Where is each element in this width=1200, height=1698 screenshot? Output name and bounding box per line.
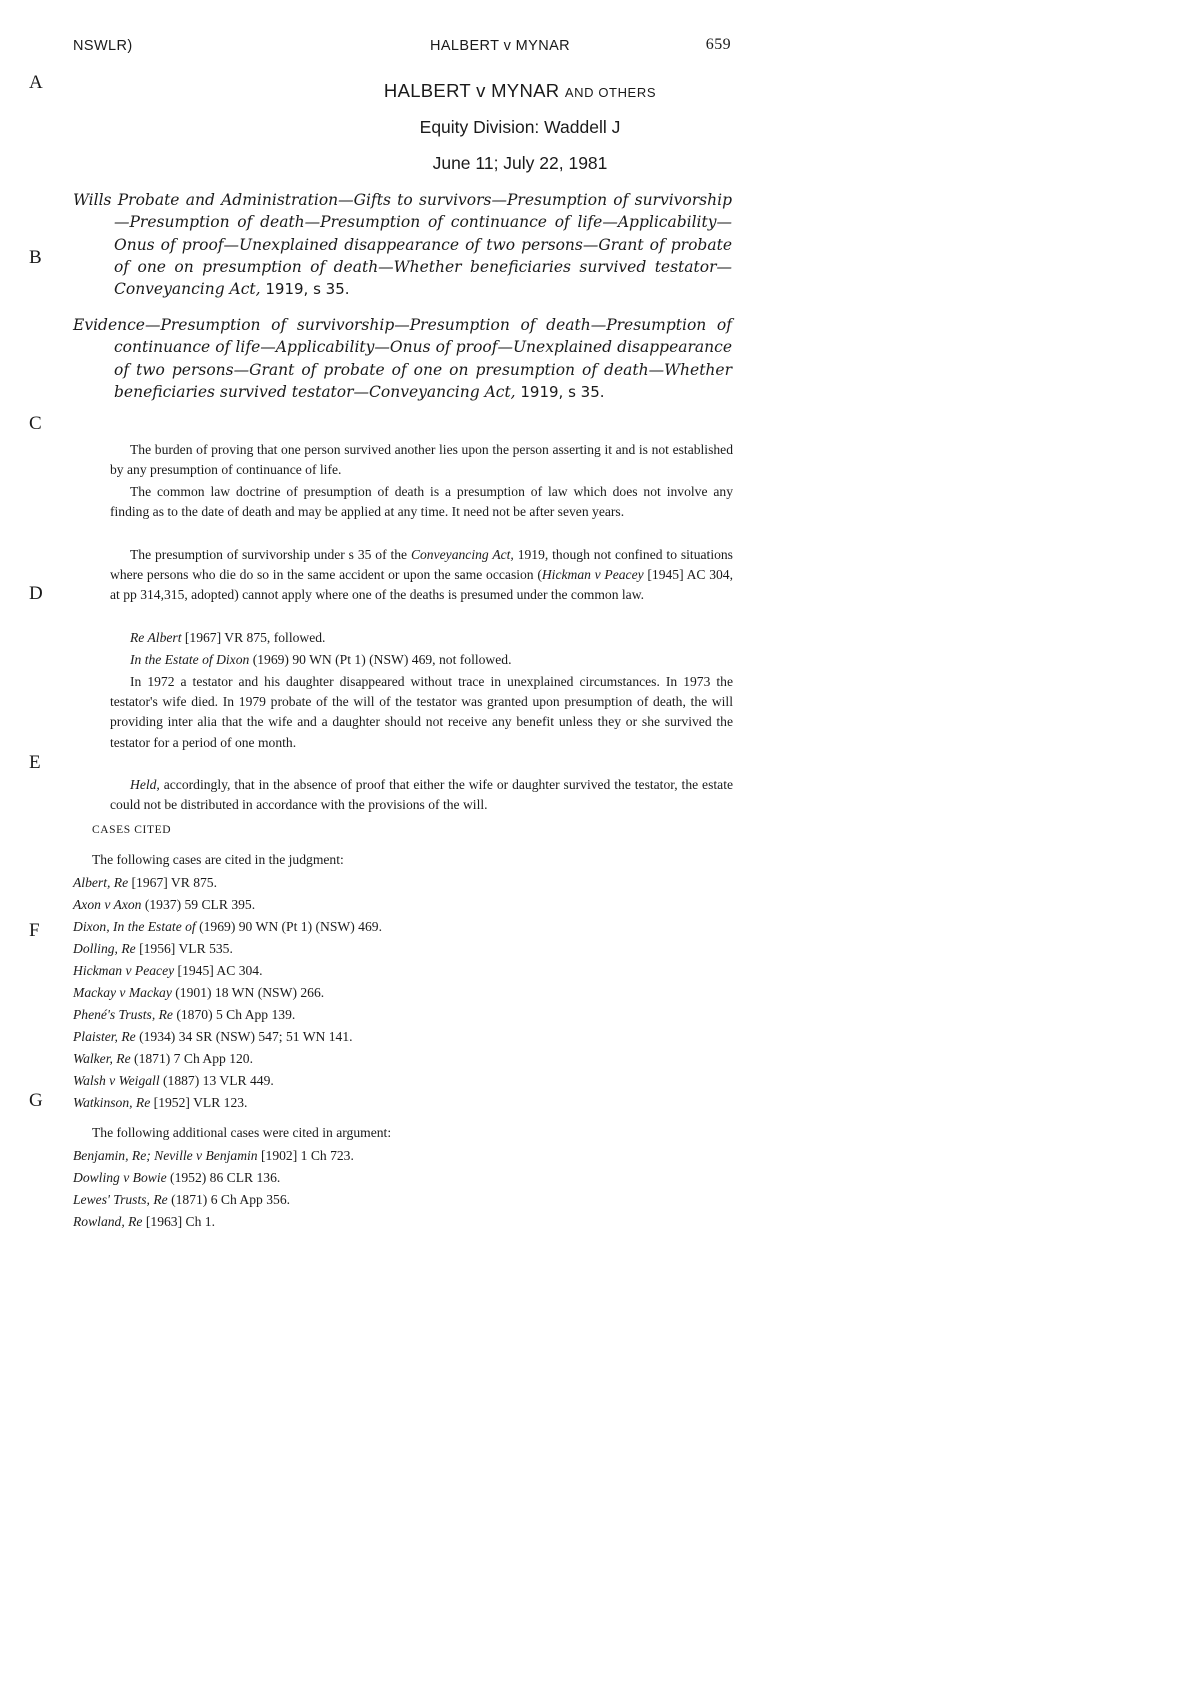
cited-case-citation: (1871) 7 Ch App 120. [130, 1051, 253, 1066]
margin-letter-d: D [29, 583, 43, 604]
cited-case-name: Phené's Trusts, Re [73, 1007, 173, 1022]
cases-cited-heading: CASES CITED [92, 824, 172, 836]
headnote-paragraph: In 1972 a testator and his daughter disappeared without trace in unexplained circumstances. In 1973 the testator's wife died. In 1979 probate of the will of the testator was granted upon presumption of death, the will providing inter alia that the wife and a daughter should not receive any benefit unless they or she survived the testator for a period of one month. [110, 674, 733, 750]
case-title-suffix: AND OTHERS [564, 85, 657, 100]
headnote-paragraph [110, 545, 733, 606]
catchwords-tail: 1919, s 35. [260, 280, 350, 299]
cited-case-name: Axon v Axon [73, 897, 142, 912]
case-name: In the Estate of Dixon [130, 652, 250, 667]
cited-case-citation: [1952] VLR 123. [150, 1095, 248, 1110]
hearing-dates: June 11; July 22, 1981 [432, 153, 608, 173]
cited-case-name: Walker, Re [73, 1051, 131, 1066]
cited-case-name: Hickman v Peacey [73, 963, 175, 978]
cited-case-name: Benjamin, Re; Neville v Benjamin [73, 1148, 258, 1163]
case-name: Re Albert [130, 630, 182, 645]
case-title-main: HALBERT v MYNAR [383, 80, 560, 101]
cited-case-name: Mackay v Mackay [73, 985, 172, 1000]
cited-case-citation: (1887) 13 VLR 449. [159, 1073, 274, 1088]
cited-case [73, 940, 233, 958]
cited-case-citation: (1937) 59 CLR 395. [141, 897, 256, 912]
cited-case [73, 1072, 274, 1090]
catchwords-text: Evidence—Presumption of survivorship—Presumption of death—Presumption of continuance of life—Applicability—Onus of proof—Unexplained disappearance of two persons—Grant of probate of one on presumption of death—Whether beneficiaries survived testator—Conveyancing Act, [73, 316, 732, 401]
cited-case-name: Dowling v Bowie [73, 1170, 167, 1185]
cited-case [73, 918, 382, 936]
additional-case [73, 1213, 215, 1231]
cited-case [73, 874, 217, 892]
cited-case-citation: (1934) 34 SR (NSW) 547; 51 WN 141. [135, 1029, 353, 1044]
headnote-text: accordingly, that in the absence of proof that either the wife or daughter survived the testator, the estate could not be distributed in accordance with the provisions of the will. [110, 777, 733, 813]
court-line: Equity Division: Waddell J [419, 117, 621, 137]
cited-case [73, 1028, 353, 1046]
cited-case-citation: (1901) 18 WN (NSW) 266. [171, 985, 325, 1000]
headnote-paragraph [110, 628, 733, 648]
cited-case-name: Rowland, Re [73, 1214, 143, 1229]
cited-case-citation: [1963] Ch 1. [142, 1214, 215, 1229]
cited-case-citation: (1870) 5 Ch App 139. [172, 1007, 296, 1022]
cited-case-name: Albert, Re [73, 875, 129, 890]
cited-case [73, 962, 263, 980]
margin-letter-a: A [29, 72, 43, 93]
cited-case [73, 896, 255, 914]
additional-case [73, 1147, 354, 1165]
headnote-paragraph [110, 650, 733, 670]
additional-case [73, 1169, 280, 1187]
margin-letter-g: G [29, 1090, 43, 1111]
additional-cases-intro: The following additional cases were cited in argument: [92, 1125, 392, 1140]
cases-cited-intro: The following cases are cited in the judgment: [92, 852, 344, 867]
running-head-left: NSWLR) [73, 38, 133, 54]
cited-case [73, 1050, 253, 1068]
headnote-paragraph: The common law doctrine of presumption of death is a presumption of law which does not involve any finding as to the date of death and may be applied at any time. It need not be after seven years. [110, 484, 733, 520]
cited-case-citation: [1902] 1 Ch 723. [257, 1148, 354, 1163]
cited-case-name: Watkinson, Re [73, 1095, 151, 1110]
catchwords-tail: 1919, s 35. [515, 382, 605, 401]
cited-case-citation: [1967] VR 875. [128, 875, 217, 890]
headnote-text: 1919, though not confined to situations where persons who die do so in the same accident or upon the same occasion ( [110, 547, 733, 583]
catchwords-wills [73, 189, 732, 300]
headnote-held [110, 775, 733, 815]
headnote-text: The presumption of survivorship under s 35 of the [130, 547, 411, 562]
held-label: Held, [130, 777, 160, 792]
headnote-paragraph: The burden of proving that one person survived another lies upon the person asserting it and is not established by any presumption of continuance of life. [110, 442, 733, 478]
margin-letter-b: B [29, 247, 42, 268]
margin-letter-f: F [29, 920, 40, 941]
catchwords-text: Wills Probate and Administration—Gifts to survivors—Presumption of survivorship—Presumption of death—Presumption of continuance of life—Applicability—Onus of proof—Unexplained disappearance of two persons—Grant of probate of one on presumption of death—Whether beneficiaries survived testator—Conveyancing Act, [73, 191, 732, 299]
catchwords-evidence [73, 314, 732, 403]
cited-case-citation: (1871) 6 Ch App 356. [167, 1192, 291, 1207]
cited-case-citation: (1952) 86 CLR 136. [166, 1170, 281, 1185]
cited-case-name: Plaister, Re [73, 1029, 136, 1044]
headnote-text: (1969) 90 WN (Pt 1) (NSW) 469, not followed. [249, 652, 512, 667]
cited-case-name: Dixon, In the Estate of [73, 919, 196, 934]
cited-case [73, 1094, 247, 1112]
page-number: 659 [705, 36, 731, 53]
case-name: Hickman v Peacey [541, 567, 644, 583]
additional-case [73, 1191, 290, 1209]
cited-case-name: Walsh v Weigall [73, 1073, 160, 1088]
margin-letter-c: C [29, 413, 42, 434]
cited-case-citation: (1969) 90 WN (Pt 1) (NSW) 469. [195, 919, 382, 934]
cited-case-citation: [1956] VLR 535. [135, 941, 233, 956]
cited-case [73, 984, 324, 1002]
headnote-text: [1967] VR 875, followed. [181, 630, 326, 645]
case-title [240, 80, 800, 102]
headnote-text: [1945] AC 304, at pp 314,315, adopted) cannot apply where one of the deaths is presumed under the common law. [110, 567, 733, 603]
cited-case-name: Dolling, Re [73, 941, 136, 956]
cited-case-name: Lewes' Trusts, Re [73, 1192, 168, 1207]
running-head-title: HALBERT v MYNAR [429, 38, 571, 54]
margin-letter-e: E [29, 752, 41, 773]
cited-case [73, 1006, 295, 1024]
act-name: Conveyancing Act, [410, 547, 514, 562]
cited-case-citation: [1945] AC 304. [174, 963, 263, 978]
